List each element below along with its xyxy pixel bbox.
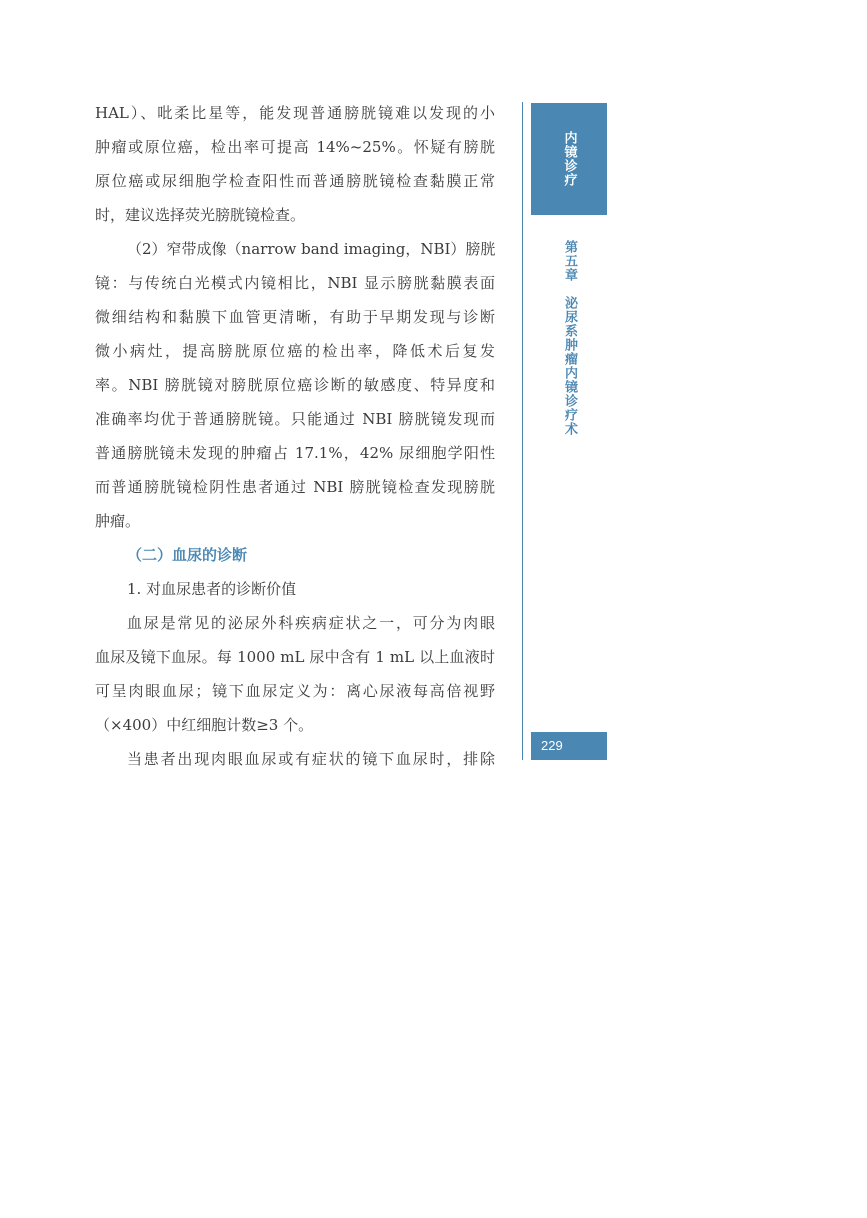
text-line-3: 原位癌或尿细胞学检查阳性而普通膀胱镜检查黏膜正常 [95, 172, 495, 190]
text-line-17: 血尿及镜下血尿。每 1000 mL 尿中含有 1 mL 以上血液时 [95, 648, 495, 666]
text-line-10: 准确率均优于普通膀胱镜。只能通过 NBI 膀胱镜发现而 [95, 410, 495, 428]
chapter-title-label: 第五章 泌尿系肿瘤内镜诊疗术 [562, 240, 577, 436]
page-number: 229 [531, 732, 607, 760]
chapter-title-vertical [531, 240, 607, 436]
text-line-20: 当患者出现肉眼血尿或有症状的镜下血尿时，排除 [127, 750, 495, 768]
text-line-7: 微细结构和黏膜下血管更清晰，有助于早期发现与诊断 [95, 308, 495, 326]
text-line-13: 肿瘤。 [95, 512, 141, 530]
text-line-4: 时，建议选择荧光膀胱镜检查。 [95, 206, 306, 224]
text-line-1: HAL）、吡柔比星等，能发现普通膀胱镜难以发现的小 [95, 104, 495, 122]
text-line-16: 血尿是常见的泌尿外科疾病症状之一，可分为肉眼 [127, 614, 495, 632]
subsection-heading: 1. 对血尿患者的诊断价值 [127, 580, 297, 598]
text-line-12: 而普通膀胱镜检阴性患者通过 NBI 膀胱镜检查发现膀胱 [95, 478, 495, 496]
text-line-19: （×400）中红细胞计数≥3 个。 [95, 716, 314, 734]
section-heading: （二）血尿的诊断 [127, 546, 248, 564]
text-line-11: 普通膀胱镜未发现的肿瘤占 17.1%，42% 尿细胞学阳性 [95, 444, 495, 462]
sidebar-divider [522, 102, 523, 760]
chapter-tab [531, 103, 607, 215]
text-line-18: 可呈肉眼血尿；镜下血尿定义为：离心尿液每高倍视野 [95, 682, 495, 700]
text-line-6: 镜：与传统白光模式内镜相比，NBI 显示膀胱黏膜表面 [95, 274, 495, 292]
main-text-column [95, 96, 495, 776]
chapter-tab-label: 内镜诊疗 [561, 131, 577, 187]
text-line-5: （2）窄带成像（narrow band imaging，NBI）膀胱 [127, 240, 495, 258]
text-line-2: 肿瘤或原位癌，检出率可提高 14%~25%。怀疑有膀胱 [95, 138, 495, 156]
text-line-9: 率。NBI 膀胱镜对膀胱原位癌诊断的敏感度、特异度和 [95, 376, 495, 394]
text-line-8: 微小病灶，提高膀胱原位癌的检出率，降低术后复发 [95, 342, 495, 360]
